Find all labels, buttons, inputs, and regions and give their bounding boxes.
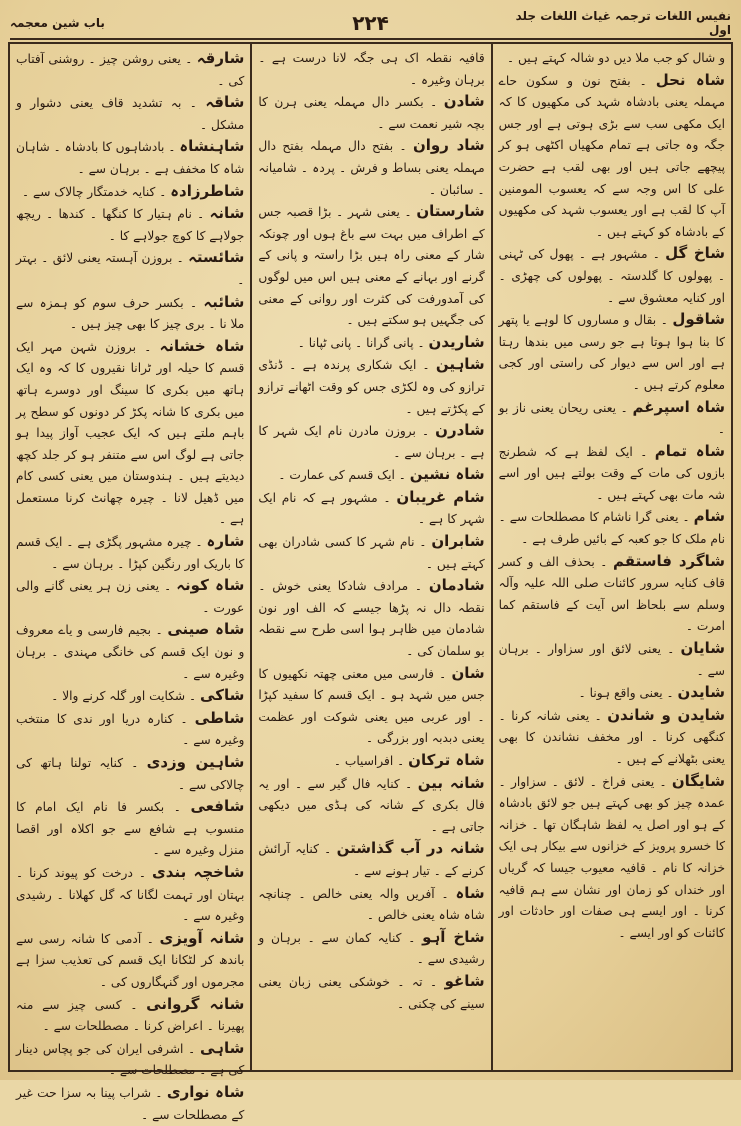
entry-headword: شایگان <box>671 771 725 790</box>
entry-headword: شایدن <box>677 683 725 702</box>
entry-headword: شادرن <box>435 421 485 440</box>
entry-definition: بحذف الف و کسر قاف کنایہ سرور کائنات صلی اللہ علیہ وآلہ وسلم سے بلحاظ اس آیت کے فاستقم کما امرت ۔ <box>498 554 725 634</box>
dictionary-entry <box>258 48 484 91</box>
dictionary-entry: شاہنشاہ ۔ بادشاہوں کا بادشاہ ۔ شاہان شاہ کا مخفف ہے ۔ برہان سے ۔ <box>16 137 245 176</box>
entry-headword: شارستان <box>416 202 485 221</box>
entry-definition: کنایہ آرائش کرنے کے ۔ تیار ہونے سے ۔ <box>258 842 485 878</box>
dictionary-entry: شارہ ۔ چیرہ مشہور پگڑی ہے ۔ ایک قسم کا باریک اور رنگین کپڑا ۔ برہان سے ۔ <box>16 532 245 571</box>
dictionary-entry: شاہین وزدی ۔ کنایہ تولنا ہاتھ کی چالاکی سے ۔ <box>16 753 245 792</box>
dictionary-entry: شاہ نشین ۔ ایک قسم کی عمارت ۔ <box>278 465 485 484</box>
entry-headword: شادمان <box>428 576 485 595</box>
entry-headword: شاہین وزدی <box>146 753 245 771</box>
entry-headword: شاہین <box>435 355 485 374</box>
entry-definition: اشرفی ایران کی جو پچاس دینار کی ہے ۔ مصطلحات سے ۔ <box>16 1041 245 1078</box>
dictionary-entry: شادن ۔ بکسر دال مہملہ یعنی ہرن کا بچہ شیر نعمت سے ۔ <box>258 92 485 131</box>
dictionary-entry: شانہ آویزی ۔ آدمی کا شانہ رسی سے باندھ کر لٹکانا ایک قسم کی تعذیب سزا ہے مجرموں اور گنہگاروں کی ۔ <box>16 928 245 989</box>
dictionary-entry: شاخ آہو ۔ کنایہ کمان سے ۔ برہان و رشیدی سے ۔ <box>258 927 485 967</box>
chapter-title: باب شین معجمہ <box>10 16 105 30</box>
dictionary-entry: شافعی ۔ بکسر فا نام ایک امام کا منسوب ہے شافع سے جو اکلاہ اور اقصا منزل وغیرہ سے ۔ <box>16 797 245 858</box>
entry-headword: شاہ خشانہ <box>159 336 245 355</box>
column-right <box>491 44 731 1070</box>
entry-headword: شاد روان <box>412 136 485 155</box>
entry-headword: شانہ گروانی <box>146 994 245 1013</box>
entry-headword: شانہ آویزی <box>159 928 245 947</box>
dictionary-entry: شاہ تمام ۔ ایک لفظ ہے کہ شطرنج بازوں کی مات کے وقت بولتے ہیں اور اسے شہ مات بھی کہتے ہیں ۔ <box>498 441 725 502</box>
entry-definition: ایک لفظ ہے کہ شطرنج بازوں کی مات کے وقت بولتے ہیں اور اسے شہ مات بھی کہتے ہیں ۔ <box>498 444 725 502</box>
entry-definition: بکسر حرف سوم کو ہمزہ سے ملا نا ۔ بری چیز کا بھی چیز ہیں ۔ <box>16 295 245 332</box>
entry-headword: شاہی <box>199 1038 245 1057</box>
entry-headword: شاہ نشین <box>409 465 485 484</box>
dictionary-entry: شاخچہ بندی ۔ درخت کو پیوند کرنا ۔ بہتان اور تہمت لگانا کہ گل کھلانا ۔ رشیدی وغیرہ سے ۔ <box>16 862 245 924</box>
entry-headword: شاہ <box>455 883 485 902</box>
entry-headword: شائبہ <box>203 292 245 311</box>
dictionary-entry: شاکی ۔ شکایت اور گلہ کرنے والا ۔ <box>51 686 245 705</box>
entry-definition: بقال و مساروں کا لوہے یا پتھر کا بنا ہوا ہوتا ہے جو رسی میں بندھا رہتا ہے اور اس سے دیوار کی راستی اور کجی معلوم کرتے ہیں ۔ <box>498 313 725 392</box>
entry-definition: بکسر فا نام ایک امام کا منسوب ہے شافع سے جو اکلاہ اور اقصا منزل وغیرہ سے ۔ <box>16 800 245 858</box>
entry-definition: تہ ۔ خوشکی یعنی زبان یعنی سینے کی چکنی ۔ <box>258 974 485 1011</box>
dictionary-entry: شایدن ۔ یعنی واقع ہونا ۔ <box>578 683 725 702</box>
entry-definition: بکسر دال مہملہ یعنی ہرن کا بچہ شیر نعمت سے ۔ <box>258 95 485 131</box>
entry-definition: چیرہ مشہور پگڑی ہے ۔ ایک قسم کا باریک اور رنگین کپڑا ۔ برہان سے ۔ <box>16 535 245 571</box>
dictionary-entry: شام ۔ یعنی گرا ناشام کا مصطلحات سے ۔ نام ملک کا جو کعبہ کے بائیں طرف ہے ۔ <box>498 507 725 547</box>
entry-headword: شاخچہ بندی <box>152 862 245 881</box>
text-frame <box>8 42 733 1122</box>
entry-headword: شابران <box>431 532 485 551</box>
entry-headword: شانہ بین <box>417 773 485 792</box>
entry-definition: مشہور ہے کہ نام ایک شہر کا ہے ۔ <box>258 490 485 527</box>
dictionary-entry: شاطرزادہ ۔ کنایہ خدمتگار چالاک سے ۔ <box>22 181 245 200</box>
dictionary-entry: شائستہ ۔ بروزن آہستہ یعنی لائق ۔ بہتر ۔ <box>16 248 245 287</box>
entry-headword: شارہ <box>206 532 245 551</box>
entry-definition: نام ہتیار کا کنگھا ۔ کندھا ۔ ریچھ جولاہے کا کوچ جولاہے کا ۔ <box>16 207 245 243</box>
entry-definition: کنایہ کمان سے ۔ برہان و رشیدی سے ۔ <box>258 930 485 967</box>
entry-headword: شاخ آہو <box>422 927 485 946</box>
entry-headword: شاہ اسپرغم <box>632 397 725 416</box>
dictionary-entry: شانہ در آب گذاشتن ۔ کنایہ آرائش کرنے کے ۔ تیار ہونے سے ۔ <box>258 839 485 878</box>
dictionary-entry: شایگان ۔ یعنی فراخ ۔ لائق ۔ سزاوار ۔ عمدہ چیز کو بھی کہتے ہیں جو لائق بادشاہ کے ہو اور اصل یہ لفظ شاہگان تھا ۔ خزانہ کا خسرو پرویز کے خزانوں سے بیکار ہی ایک خزانہ کا نام ۔ قافیہ معیوب جیسا کہ گریاں اور خنداں کو زمان اور نشان سے ہم قافیہ کرنا ۔ اور ایسے ہی صفات اور حادثات اور کائنات کو اور ایسے ۔ <box>498 771 725 940</box>
book-title: نفیس اللغات ترجمہ غیاث اللغات جلد اول <box>515 9 731 37</box>
entry-headword: شانہ <box>209 204 245 223</box>
entry-headword: شاہ نواری <box>166 1082 245 1101</box>
entry-headword: شاقول <box>672 310 726 329</box>
entry-definition: شکایت اور گلہ کرنے والا ۔ <box>51 689 186 704</box>
entry-definition: ایک شکاری پرندہ ہے ۔ ڈنڈی ترازو کی وہ لکڑی جس کو وقت اٹھانے ترازو کے پکڑتے ہیں ۔ <box>258 358 485 416</box>
dictionary-entry: شانہ ۔ نام ہتیار کا کنگھا ۔ کندھا ۔ ریچھ جولاہے کا کوچ جولاہے کا ۔ <box>16 204 245 243</box>
entry-headword: شان <box>451 663 485 682</box>
entry-definition: بجیم فارسی و یاے معروف و نون ایک قسم کی خانگی مہندی ۔ برہان وغیرہ سے ۔ <box>16 623 245 681</box>
dictionary-entry: شاگرد فاستقم ۔ بحذف الف و کسر قاف کنایہ سرور کائنات صلی اللہ علیہ وآلہ وسلم سے بلحاظ اس آیت کے فاستقم کما امرت ۔ <box>498 551 725 634</box>
dictionary-entry: شاہ ۔ آفریں والہ یعنی خالص ۔ چنانچہ شاہ شاہ یعنی خالص ۔ <box>258 883 485 923</box>
entry-definition: یعنی گرا ناشام کا مصطلحات سے ۔ نام ملک کا جو کعبہ کے بائیں طرف ہے ۔ <box>498 510 725 547</box>
dictionary-entry: شاغو ۔ تہ ۔ خوشکی یعنی زبان یعنی سینے کی چکنی ۔ <box>258 971 485 1011</box>
entry-headword: شاخ گل <box>665 244 726 263</box>
entry-definition: یعنی واقع ہونا ۔ <box>578 686 663 701</box>
dictionary-entry: شاہ اسپرغم ۔ یعنی ریحان یعنی ناز بو ۔ <box>498 397 725 437</box>
dictionary-entry: شایدن و شاندن ۔ یعنی شانہ کرنا ۔ کنگھی کرنا ۔ اور مخفف نشاندن کا بھی یعنی بٹھلانے کے ہیں ۔ <box>498 705 726 766</box>
dictionary-entry: شارستان ۔ یعنی شہر ۔ بڑا قصبہ جس کے اطراف میں بہت سے باغ ہوں اور چونکہ شار کے معنی راہ ہیں بڑا راستہ و پانی کے گرنے اور بہانے کے معنی ہیں اس میں لوگوں کی آمدورفت کی کثرت اور روانی کے معنی کی جگہیں ہو سکتے ہیں ۔ <box>258 202 485 328</box>
dictionary-entry: شاد روان ۔ بفتح دال مہملہ بفتح دال مہملہ یعنی بساط و فرش ۔ پردہ ۔ شامیانہ ۔ سائبان ۔ <box>258 136 485 197</box>
entry-definition: مشہور ہے ۔ پھول کی ٹہنی ۔ پھولوں کا گلدستہ ۔ پھولوں کی چھڑی ۔ اور کنایہ معشوق سے ۔ <box>498 247 725 305</box>
entry-definition: بہ تشدید قاف یعنی دشوار و مشکل ۔ <box>16 96 245 132</box>
entry-headword: شاہ صینی <box>167 620 245 639</box>
entry-definition: یعنی شہر ۔ بڑا قصبہ جس کے اطراف میں بہت سے باغ ہوں اور چونکہ شار کے معنی راہ ہیں بڑا راستہ و پانی کے گرنے اور بہانے کے معنی ہیں اس میں لوگوں کی آمدورفت کی کثرت اور روانی کے معنی کی جگہیں ہو سکتے ہیں ۔ <box>258 205 485 328</box>
dictionary-entry: شاہ نواری ۔ شراب پینا بہ سزا حت غیر کے مصطلحات سے ۔ <box>16 1082 245 1122</box>
dictionary-entry: شاہین ۔ ایک شکاری پرندہ ہے ۔ ڈنڈی ترازو کی وہ لکڑی جس کو وقت اٹھانے ترازو کے پکڑتے ہیں ۔ <box>258 355 485 416</box>
entry-headword: شام غریبان <box>396 487 485 506</box>
page-number: ۲۲۴ <box>352 11 389 35</box>
column-left <box>10 44 250 1122</box>
entry-headword: شاقہ <box>205 93 245 112</box>
entry-definition: کنارہ دریا اور ندی کا منتخب وغیرہ سے ۔ <box>16 711 245 748</box>
entry-headword: شاہ کونہ <box>176 576 245 595</box>
entry-headword: شاہنشاہ <box>179 137 245 156</box>
entry-definition: بروزن مادرن نام ایک شہر کا ہے ۔ برہان سے ۔ <box>258 424 485 460</box>
dictionary-entry: شاطی ۔ کنارہ دریا اور ندی کا منتخب وغیرہ سے ۔ <box>16 708 245 748</box>
entry-headword: شاہ تمام <box>654 441 725 460</box>
dictionary-entry: شارقہ ۔ یعنی روشن چیز ۔ روشنی آفتاب کی ۔ <box>16 49 245 88</box>
entry-headword: شاہ ترکان <box>408 751 485 769</box>
dictionary-entry: شانہ بین ۔ کنایہ فال گیر سے ۔ اور یہ فال بکری کے شانہ کی ہڈی میں دیکھی جاتی ہے ۔ <box>258 773 485 834</box>
entry-definition: مرادف شادکا یعنی خوش ۔ نقطہ دال نہ پڑھا جیسے کہ الف اور نون شادمان میں ظاہر ہوا اسی طرح سے نقطہ بو سلمان کی ۔ <box>258 579 485 659</box>
entry-definition: نام شہر کا کسی شادران بھی کہتے ہیں ۔ <box>258 535 485 571</box>
dictionary-entry: شاہ صینی ۔ بجیم فارسی و یاے معروف و نون ایک قسم کی خانگی مہندی ۔ برہان وغیرہ سے ۔ <box>16 620 245 681</box>
entry-headword: شاریدن <box>428 332 485 351</box>
entry-definition: افراسیاب ۔ <box>333 754 394 768</box>
dictionary-entry: شاہ خشانہ ۔ بروزن شہن مہر ایک قسم کا حیلہ اور ٹرانا نقیروں کا کہ وہ ایک ہاتھ میں بکری کا سینگ اور دوسرے ہاتھ میں بکری کا شانہ پکڑ کر دونوں کو سطح پر باہم ملتے ہیں کہ ایک عجیب آواز پیدا ہو جاتی ہے لوگ اس سے متنفر ہو کر جلد کچھ دیدیتے ہیں ۔ ہندوستان میں یعنی کسی کام میں ڈھیل لانا ۔ چیرہ چھانٹ کرنا مستعمل ہے ۔ <box>16 336 245 527</box>
dictionary-entry: شایان ۔ یعنی لائق اور سزاوار ۔ برہان سے ۔ <box>498 639 725 678</box>
entry-headword: شانہ در آب گذاشتن <box>336 839 485 858</box>
entry-headword: شاطرزادہ <box>170 181 245 200</box>
dictionary-entry: شادمان ۔ مرادف شادکا یعنی خوش ۔ نقطہ دال نہ پڑھا جیسے کہ الف اور نون شادمان میں ظاہر ہوا اسی طرح سے نقطہ بو سلمان کی ۔ <box>258 576 485 659</box>
entry-definition: پانی گرانا ۔ پانی ٹپانا ۔ <box>297 335 414 350</box>
entry-definition: کنایہ خدمتگار چالاک سے ۔ <box>22 184 156 199</box>
entry-definition: آدمی کا شانہ رسی سے باندھ کر لٹکانا ایک قسم کی تعذیب سزا ہے مجرموں اور گنہگاروں کی ۔ <box>16 931 245 989</box>
entry-headword: شاطی <box>194 708 245 727</box>
dictionary-entry: شاہ کونہ ۔ یعنی زن ہر یعنی گانے والی عورت ۔ <box>16 576 245 615</box>
entry-definition: آفریں والہ یعنی خالص ۔ چنانچہ شاہ شاہ یعنی خالص ۔ <box>258 886 485 923</box>
entry-headword: شاگرد فاستقم <box>613 551 725 570</box>
entry-headword: شاہ نحل <box>655 70 726 89</box>
entry-definition: بروزن آہستہ یعنی لائق ۔ بہتر ۔ <box>16 251 245 287</box>
dictionary-entry: شاقہ ۔ بہ تشدید قاف یعنی دشوار و مشکل ۔ <box>16 93 245 132</box>
entry-definition: کنایہ تولنا ہاتھ کی چالاکی سے ۔ <box>16 756 245 792</box>
entry-definition: یعنی روشن چیز ۔ روشنی آفتاب کی ۔ <box>16 52 245 88</box>
dictionary-entry: شانہ گروانی ۔ کسی چیز سے منہ پھیرنا ۔ اعراض کرنا ۔ مصطلحات سے ۔ <box>16 994 245 1034</box>
entry-definition: بروزن شہن مہر ایک قسم کا حیلہ اور ٹرانا نقیروں کا کہ وہ ایک ہاتھ میں بکری کا سینگ اور دوسرے ہاتھ میں بکری کا شانہ پکڑ کر دونوں کو سطح پر باہم ملتے ہیں کہ ایک عجیب آواز پیدا ہو جاتی ہے لوگ اس سے متنفر ہو کر جلد کچھ دیدیتے ہیں ۔ ہندوستان میں یعنی کسی کام میں ڈھیل لانا ۔ چیرہ چھانٹ کرنا مستعمل ہے ۔ <box>16 339 245 527</box>
page-header <box>10 8 731 40</box>
entry-definition: یعنی فراخ ۔ لائق ۔ سزاوار ۔ عمدہ چیز کو بھی کہتے ہیں جو لائق بادشاہ کے ہو اور اصل یہ لفظ شاہگان تھا ۔ خزانہ کا خسرو پرویز کے خزانوں سے بیکار ہی ایک خزانہ کا نام ۔ قافیہ معیوب جیسا کہ گریاں اور خنداں کو زمان اور نشان سے ہم قافیہ کرنا ۔ اور ایسے ہی صفات اور حادثات اور کائنات کو اور ایسے ۔ <box>498 774 725 940</box>
entry-headword: شائستہ <box>188 248 245 267</box>
entry-definition: فارسی میں معنی چھتہ نکھیوں کا جس میں شہد ہو ۔ ایک قسم کا سفید کپڑا ۔ اور عربی میں یعنی شوکت اور عظمت یعنی دبدبہ اور بزرگی ۔ <box>258 666 485 746</box>
dictionary-entry <box>499 48 725 70</box>
entry-definition: کنایہ فال گیر سے ۔ اور یہ فال بکری کے شانہ کی ہڈی میں دیکھی جاتی ہے ۔ <box>258 776 485 834</box>
entry-definition: ایک قسم کی عمارت ۔ <box>278 468 395 483</box>
entry-headword: شارقہ <box>196 49 245 67</box>
entry-headword: شاکی <box>200 686 245 705</box>
dictionary-entry: شادرن ۔ بروزن مادرن نام ایک شہر کا ہے ۔ برہان سے ۔ <box>258 421 485 460</box>
dictionary-entry: شائبہ ۔ بکسر حرف سوم کو ہمزہ سے ملا نا ۔ بری چیز کا بھی چیز ہیں ۔ <box>16 292 245 332</box>
entry-headword: شافعی <box>190 797 245 816</box>
entry-headword: شادن <box>443 92 485 111</box>
entry-definition: درخت کو پیوند کرنا ۔ بہتان اور تہمت لگانا کہ گل کھلانا ۔ رشیدی وغیرہ سے ۔ <box>16 865 245 924</box>
entry-definition: بادشاہوں کا بادشاہ ۔ شاہان شاہ کا مخفف ہے ۔ برہان سے ۔ <box>16 140 245 176</box>
dictionary-entry: شان ۔ فارسی میں معنی چھتہ نکھیوں کا جس میں شہد ہو ۔ ایک قسم کا سفید کپڑا ۔ اور عربی میں یعنی شوکت اور عظمت یعنی دبدبہ اور بزرگی ۔ <box>258 663 485 746</box>
entry-definition: کسی چیز سے منہ پھیرنا ۔ اعراض کرنا ۔ مصطلحات سے ۔ <box>16 997 245 1034</box>
entry-definition: یعنی زن ہر یعنی گانے والی عورت ۔ <box>16 579 245 615</box>
dictionary-entry: شام غریبان ۔ مشہور ہے کہ نام ایک شہر کا ہے ۔ <box>258 487 485 527</box>
entry-definition: بفتح دال مہملہ بفتح دال مہملہ یعنی بساط و فرش ۔ پردہ ۔ شامیانہ ۔ سائبان ۔ <box>258 139 485 197</box>
entry-headword: شایدن و شاندن <box>607 705 726 724</box>
dictionary-entry: شاقول ۔ بقال و مساروں کا لوہے یا پتھر کا بنا ہوا ہوتا ہے جو رسی میں بندھا رہتا ہے اور اس سے دیوار کی راستی اور کجی معلوم کرتے ہیں ۔ <box>498 310 726 392</box>
entry-definition: بفتح نون و سکون حاے مہملہ یعنی بادشاہ شہد کی مکھیوں کا کہ ایک مکھی سب سے بڑی ہوتی ہے اور جس جگہ وہ جاتی ہے تمام مکھیاں اکٹھی ہو کر پیچھے جاتی ہیں اور بھی لقب ہے حضرت علی کا اس وجہ سے کہ یعسوب المومنین آپ کا لقب ہے اور یعسوب شہد کی مکھیوں کے بادشاہ کو کہتے ہیں ۔ <box>498 73 725 239</box>
entry-headword: شام <box>693 507 725 526</box>
dictionary-entry: شابران ۔ نام شہر کا کسی شادران بھی کہتے ہیں ۔ <box>258 532 485 571</box>
entry-definition: یعنی ریحان یعنی ناز بو ۔ <box>498 400 725 437</box>
dictionary-entry: شاہی ۔ اشرفی ایران کی جو پچاس دینار کی ہے ۔ مصطلحات سے ۔ <box>16 1038 245 1078</box>
dictionary-entry: شاہ نحل ۔ بفتح نون و سکون حاے مہملہ یعنی بادشاہ شہد کی مکھیوں کا کہ ایک مکھی سب سے بڑی ہوتی ہے اور جس جگہ وہ جاتی ہے تمام مکھیاں اکٹھی ہو کر پیچھے جاتی ہیں اور بھی لقب ہے حضرت علی کا اس وجہ سے کہ یعسوب المومنین آپ کا لقب ہے اور یعسوب شہد کی مکھیوں کے بادشاہ کو کہتے ہیں ۔ <box>498 70 726 239</box>
dictionary-entry: شاخ گل ۔ مشہور ہے ۔ پھول کی ٹہنی ۔ پھولوں کا گلدستہ ۔ پھولوں کی چھڑی ۔ اور کنایہ معشوق سے ۔ <box>498 244 726 305</box>
entry-definition: یعنی لائق اور سزاوار ۔ برہان سے ۔ <box>498 642 725 678</box>
column-middle <box>250 44 490 1070</box>
entry-definition: و شال کو جب ملا دیں دو شالہ کہتے ہیں ۔ <box>507 51 725 65</box>
entry-definition: شراب پینا بہ سزا حت غیر کے مصطلحات سے ۔ <box>16 1085 245 1122</box>
entry-headword: شاغو <box>444 971 485 990</box>
dictionary-entry: شاہ ترکان ۔ افراسیاب ۔ <box>333 751 485 769</box>
entry-definition: یعنی شانہ کرنا ۔ کنگھی کرنا ۔ اور مخفف نشاندن کا بھی یعنی بٹھلانے کے ہیں ۔ <box>498 708 725 766</box>
entry-headword: شایان <box>680 639 725 658</box>
dictionary-entry: شاریدن ۔ پانی گرانا ۔ پانی ٹپانا ۔ <box>297 332 485 351</box>
entry-definition: قافیہ نقطہ اک ہی جگہ لانا درست ہے ۔ برہان وغیرہ ۔ <box>258 51 485 87</box>
